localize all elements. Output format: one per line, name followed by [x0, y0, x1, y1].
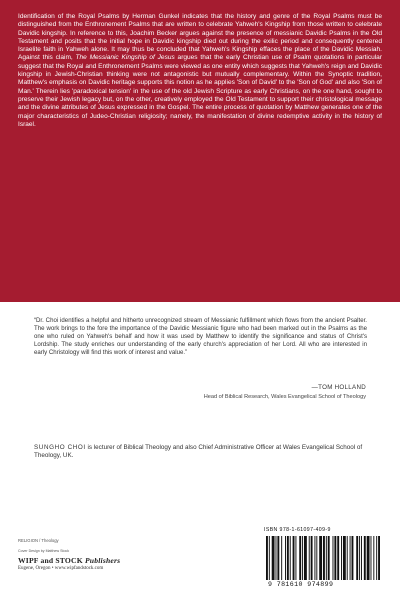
- barcode-bar: [281, 536, 282, 580]
- barcode-bars: [262, 534, 394, 582]
- publisher-suffix: Publishers: [82, 556, 121, 565]
- barcode: [262, 534, 394, 582]
- barcode-bar: [290, 536, 291, 580]
- barcode-bar: [316, 536, 317, 580]
- barcode-bar: [333, 536, 334, 580]
- barcode-bar: [359, 536, 360, 580]
- barcode-bar: [328, 536, 330, 580]
- subject-category: RELIGION / Theology: [18, 538, 59, 543]
- barcode-digits: 9 781610 974899: [268, 581, 334, 588]
- barcode-bar: [269, 536, 270, 580]
- book-title: The Messianic Kingship of Jesus: [75, 54, 175, 62]
- barcode-bar: [323, 536, 325, 580]
- synopsis-text: [18, 13, 382, 129]
- barcode-bar: [302, 536, 303, 580]
- barcode-bar: [295, 536, 296, 580]
- cover-design-credit: Cover Design by Matthew Stock: [18, 549, 70, 553]
- synopsis-part-1: Identification of the Royal Psalms by Herman Gunkel indicates that the history and genre of the Royal Psalms must be distinguished from the Enthronement Psalms that are written to celebrate Yahweh's Kingship from those written to celebrate Davidic kingship. In reference to this, Joachim Becker argues against the presence of messianic Davidic Psalms in the Old Testament and posits that the initial hope in Davidic kingship died out during the exilic period and consequently centered Israelite faith in Yahweh alone. It may thus be concluded that Yahweh's Kingship effaces the place of the Davidic Messiah. Against this claim,: [18, 13, 382, 62]
- author-bio: [34, 444, 374, 461]
- barcode-bar: [356, 536, 358, 580]
- barcode-bar: [371, 536, 372, 580]
- barcode-bar: [334, 536, 336, 580]
- barcode-bar: [276, 536, 277, 580]
- barcode-bar: [304, 536, 307, 580]
- barcode-bar: [364, 536, 366, 580]
- author-bio-text: is lecturer of Biblical Theology and also Chief Administrative Officer at Wales Evangelical School of Theology, UK.: [34, 444, 363, 460]
- barcode-bar: [376, 536, 377, 580]
- barcode-bar: [287, 536, 289, 580]
- endorser-name: —TOM HOLLAND: [311, 384, 366, 391]
- barcode-bar: [326, 536, 327, 580]
- endorsement-quote: “Dr. Choi identifies a helpful and hitherto unrecognized stream of Messianic fulfillment which flows from the ancient Psalter. The work brings to the fore the importance of the Davidic Messianic figure who had been marked out in the Psalms as the one who ruled on Yahweh's behalf and how it was used by Matthew to identify the significance and status of Christ's Lordship. The study enriches our understanding of the early church's appreciation of her Lord. All who are interested in early Christology will find this work of interest and value.”: [34, 317, 367, 357]
- barcode-bar: [337, 536, 339, 580]
- endorser-title: Head of Biblical Research, Wales Evangelical School of Theology: [203, 394, 366, 400]
- publisher-name: WIPF and STOCK: [18, 556, 83, 565]
- barcode-bar: [277, 536, 279, 580]
- barcode-bar: [352, 536, 354, 580]
- barcode-bar: [309, 536, 310, 580]
- isbn-label: ISBN 978-1-61097-409-9: [264, 527, 331, 533]
- publisher-logo: [18, 556, 120, 565]
- barcode-bar: [361, 536, 362, 580]
- barcode-bar: [341, 536, 342, 580]
- barcode-bar: [319, 536, 322, 580]
- publisher-location: Eugene, Oregon • www.wipfandstock.com: [18, 566, 104, 571]
- barcode-bar: [343, 536, 346, 580]
- barcode-bar: [347, 536, 348, 580]
- barcode-bar: [373, 536, 374, 580]
- barcode-bar: [314, 536, 315, 580]
- barcode-bar: [378, 536, 380, 580]
- author-name: SUNGHO CHOI: [34, 444, 86, 451]
- barcode-bar: [285, 536, 286, 580]
- barcode-bar: [272, 536, 275, 580]
- barcode-bar: [293, 536, 295, 580]
- barcode-bar: [299, 536, 301, 580]
- barcode-bar: [266, 536, 268, 580]
- synopsis-part-2: argues that the early Christian use of Psalm quotations in particular suggest that the Royal and Enthronement Psalms were viewed as one entity which suggests that Yahweh's reign and Davidic kingship in Jewish-Christian thinking were not antagonistic but mutually complementary. Within the Synoptic tradition, Matthew's emphasis on Davidic heritage supports this notion as he applies 'Son of David' to the 'Son of God' and also 'Son of Man.' Therein lies 'paradoxical tension' in the use of the old Jewish Scripture as early Christians, on the one hand, sought to preserve their Jewish legacy but, on the other, creatively employed the Old Testament to support their christological message and the divine attributes of Jesus expressed in the Gospel. The entire process of quotation by Matthew generates one of the major characteristics of Judeo-Christian religiosity; namely, the manifestation of divine redemptive activity in the history of Israel.: [18, 54, 383, 128]
- barcode-bar: [350, 536, 351, 580]
- barcode-bar: [311, 536, 313, 580]
- barcode-bar: [367, 536, 370, 580]
